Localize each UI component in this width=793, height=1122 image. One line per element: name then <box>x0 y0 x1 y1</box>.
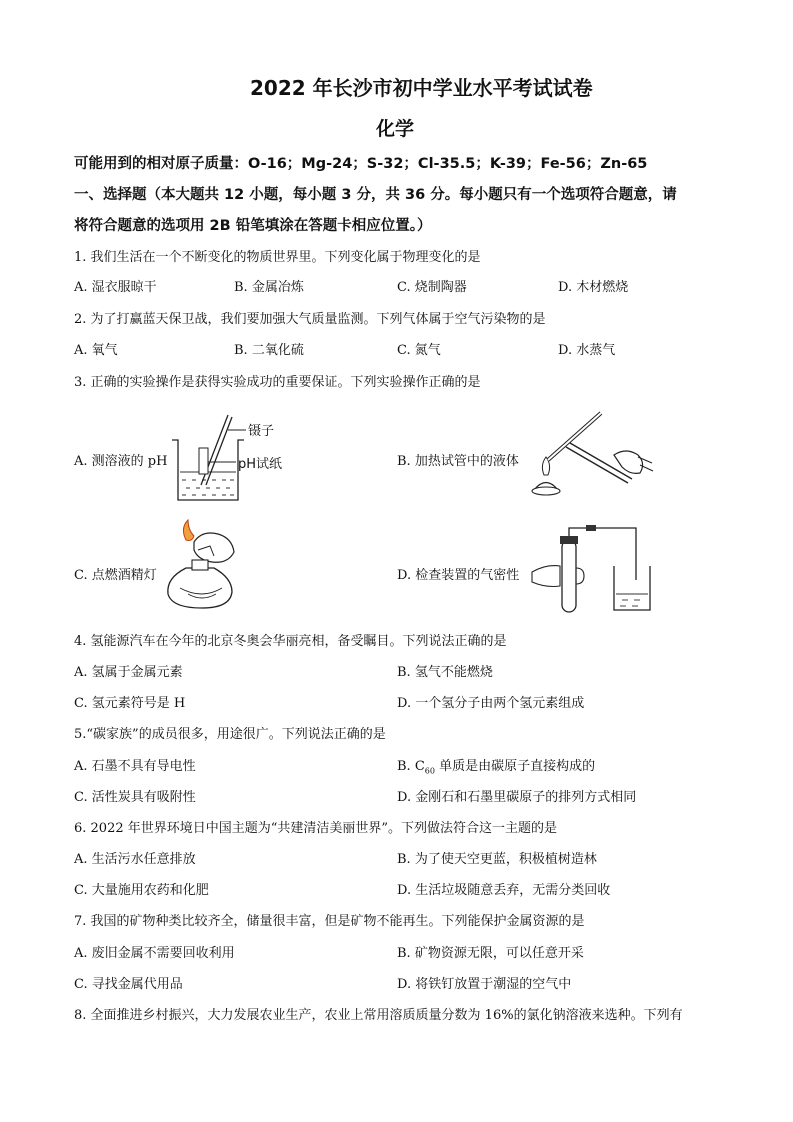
question-3-option-a: A. 测溶液的 pH <box>74 454 168 469</box>
question-2-option-c: C. 氮气 <box>397 343 441 358</box>
question-4-option-d: D. 一个氢分子由两个氢元素组成 <box>397 696 585 711</box>
ph-paper-label: pH试纸 <box>238 457 283 472</box>
question-1-stem: 1. 我们生活在一个不断变化的物质世界里。下列变化属于物理变化的是 <box>74 250 481 265</box>
question-1-option-b: B. 金属冶炼 <box>234 280 304 295</box>
question-3-option-c: C. 点燃酒精灯 <box>74 568 157 583</box>
alcohol-lamp-figure <box>158 520 248 615</box>
question-6-option-c: C. 大量施用农药和化肥 <box>74 883 209 898</box>
airtightness-check-figure <box>528 520 658 615</box>
question-5-option-c: C. 活性炭具有吸附性 <box>74 790 196 805</box>
question-2-option-a: A. 氧气 <box>74 343 118 358</box>
question-1-option-d: D. 木材燃烧 <box>558 280 629 295</box>
question-2-stem: 2. 为了打赢蓝天保卫战，我们要加强大气质量监测。下列气体属于空气污染物的是 <box>74 312 546 327</box>
question-6-option-a: A. 生活污水任意排放 <box>74 852 196 867</box>
ph-measurement-figure <box>168 410 298 505</box>
question-2-option-d: D. 水蒸气 <box>558 343 616 358</box>
question-7-option-c: C. 寻找金属代用品 <box>74 977 183 992</box>
question-6-option-d: D. 生活垃圾随意丢弃，无需分类回收 <box>397 883 611 898</box>
question-7-option-b: B. 矿物资源无限，可以任意开采 <box>397 946 584 961</box>
question-5-option-d: D. 金刚石和石墨里碳原子的排列方式相同 <box>397 790 637 805</box>
question-3-option-b: B. 加热试管中的液体 <box>397 454 519 469</box>
question-8-stem: 8. 全面推进乡村振兴，大力发展农业生产，农业上常用溶质质量分数为 16%的氯化钠溶液来选种。下列有 <box>74 1008 683 1023</box>
heating-test-tube-figure <box>526 405 656 500</box>
section-instructions-line1: 一、选择题（本大题共 12 小题，每小题 3 分，共 36 分。每小题只有一个选项符合题意，请 <box>74 187 677 203</box>
question-1-option-c: C. 烧制陶器 <box>397 280 467 295</box>
exam-title: 2022 年长沙市初中学业水平考试试卷 <box>250 76 593 100</box>
question-4-option-a: A. 氢属于金属元素 <box>74 665 183 680</box>
question-4-option-c: C. 氢元素符号是 H <box>74 696 186 711</box>
question-6-stem: 6. 2022 年世界环境日中国主题为“共建清洁美丽世界”。下列做法符合这一主题的是 <box>74 821 558 836</box>
atomic-masses: 可能用到的相对原子质量：O-16；Mg-24；S-32；Cl-35.5；K-39；Fe-56；Zn-65 <box>74 156 648 172</box>
subject-title: 化学 <box>376 118 415 140</box>
question-2-option-b: B. 二氧化硫 <box>234 343 304 358</box>
question-5-option-a: A. 石墨不具有导电性 <box>74 759 196 774</box>
question-1-option-a: A. 湿衣服晾干 <box>74 280 157 295</box>
question-4-option-b: B. 氢气不能燃烧 <box>397 665 493 680</box>
question-3-option-d: D. 检查装置的气密性 <box>397 568 520 583</box>
question-7-stem: 7. 我国的矿物种类比较齐全，储量很丰富，但是矿物不能再生。下列能保护金属资源的是 <box>74 914 585 929</box>
question-4-stem: 4. 氢能源汽车在今年的北京冬奥会华丽亮相，备受瞩目。下列说法正确的是 <box>74 634 507 649</box>
question-5-option-b: B. $C_{60}$ 单质是由碳原子直接构成的 <box>397 759 596 776</box>
question-7-option-d: D. 将铁钉放置于潮湿的空气中 <box>397 977 572 992</box>
question-5-stem: 5.“碳家族”的成员很多，用途很广。下列说法正确的是 <box>74 727 386 742</box>
question-6-option-b: B. 为了使天空更蓝，积极植树造林 <box>397 852 597 867</box>
section-instructions-line2: 将符合题意的选项用 2B 铅笔填涂在答题卡相应位置。） <box>74 218 432 234</box>
question-7-option-a: A. 废旧金属不需要回收利用 <box>74 946 235 961</box>
tweezers-label: 镊子 <box>248 424 275 439</box>
question-3-stem: 3. 正确的实验操作是获得实验成功的重要保证。下列实验操作正确的是 <box>74 375 481 390</box>
